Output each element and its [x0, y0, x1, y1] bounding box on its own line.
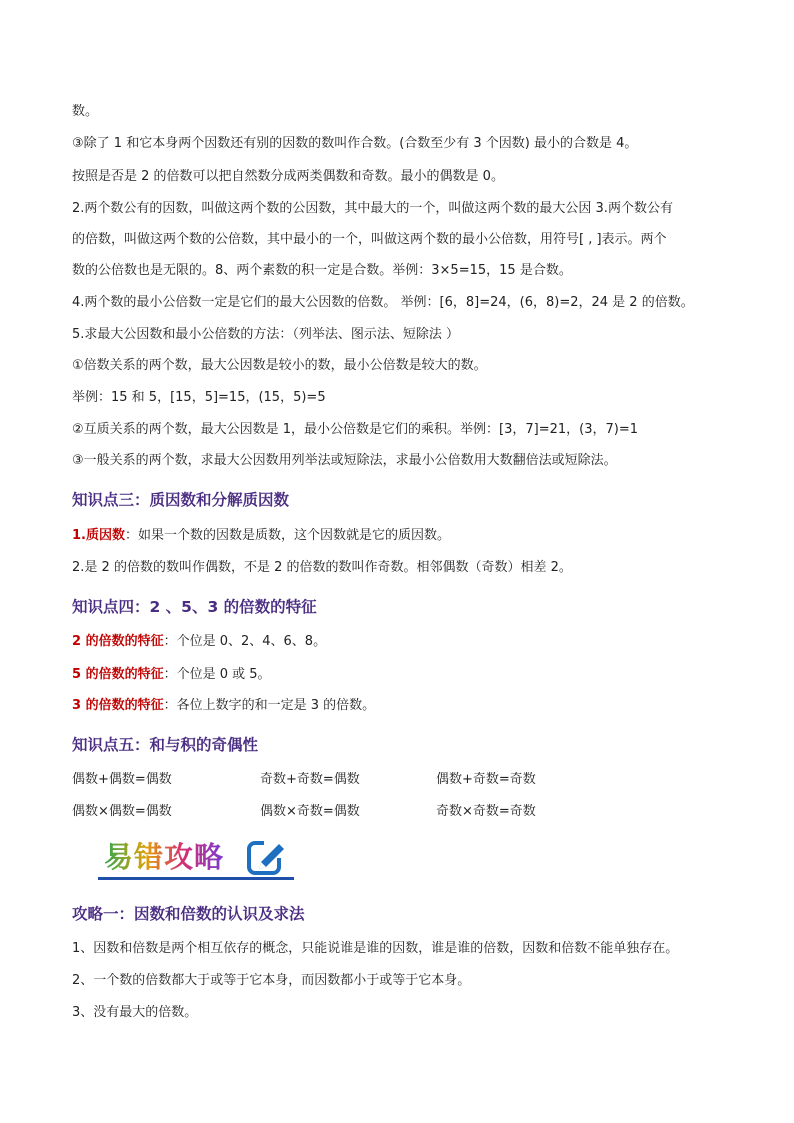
parity-cell: 偶数×奇数=偶数 [260, 804, 360, 819]
text-line: 数。 [72, 104, 99, 119]
keyword: 1.质因数 [72, 528, 125, 543]
text-line: 举例：15 和 5，[15，5]=15，(15，5)=5 [72, 390, 326, 405]
definition-line [72, 527, 450, 545]
text-line: 4.两个数的最小公倍数一定是它们的最大公因数的倍数。 举例：[6，8]=24，(6，8)=2，24 是 2 的倍数。 [72, 295, 694, 310]
section-heading-4: 知识点四：2 、5、3 的倍数的特征 [72, 598, 317, 616]
edit-icon [246, 838, 286, 876]
keyword: 5 的倍数的特征 [72, 667, 164, 682]
strategy-item: 2、一个数的倍数都大于或等于它本身，而因数都小于或等于它本身。 [72, 973, 471, 988]
text-line: ②互质关系的两个数，最大公因数是 1，最小公倍数是它们的乘积。举例：[3，7]=21，(3，7)=1 [72, 422, 639, 437]
strategy-heading: 攻略一：因数和倍数的认识及求法 [72, 905, 305, 923]
rule-line [72, 697, 375, 715]
error-tips-banner [98, 836, 294, 882]
text-line: 2.两个数公有的因数，叫做这两个数的公因数，其中最大的一个，叫做这两个数的最大公因 3.两个数公有 [72, 201, 673, 216]
text-line: ①倍数关系的两个数，最大公因数是较小的数，最小公倍数是较大的数。 [72, 358, 487, 373]
keyword: 2 的倍数的特征 [72, 634, 164, 649]
text-line: 的倍数，叫做这两个数的公倍数，其中最小的一个，叫做这两个数的最小公倍数，用符号[ , ]表示。两个 [72, 232, 667, 247]
text-line: 2.是 2 的倍数的数叫作偶数，不是 2 的倍数的数叫作奇数。相邻偶数（奇数）相差 2。 [72, 560, 572, 575]
text-line: 5.求最大公因数和最小公倍数的方法：（列举法、图示法、短除法 ） [72, 327, 460, 342]
section-heading-5: 知识点五：和与积的奇偶性 [72, 736, 259, 754]
parity-cell: 偶数×偶数=偶数 [72, 804, 172, 819]
text-line: ③除了 1 和它本身两个因数还有别的因数的数叫作合数。(合数至少有 3 个因数) 最小的合数是 4。 [72, 136, 638, 151]
parity-cell: 奇数×奇数=奇数 [436, 804, 536, 819]
parity-cell: 偶数+偶数=偶数 [72, 772, 172, 787]
keyword: 3 的倍数的特征 [72, 698, 164, 713]
text-line: 数的公倍数也是无限的。8、两个素数的积一定是合数。举例：3×5=15，15 是合数。 [72, 263, 572, 278]
rule-line [72, 666, 271, 684]
definition-text: ：如果一个数的因数是质数，这个因数就是它的质因数。 [124, 528, 450, 543]
rule-text: ：个位是 0 或 5。 [163, 667, 271, 682]
rule-text: ：各位上数字的和一定是 3 的倍数。 [163, 698, 376, 713]
text-line: ③一般关系的两个数，求最大公因数用列举法或短除法，求最小公倍数用大数翻倍法或短除法。 [72, 453, 617, 468]
strategy-item: 3、没有最大的倍数。 [72, 1005, 198, 1020]
banner-underline [98, 877, 294, 880]
parity-cell: 偶数+奇数=奇数 [436, 772, 536, 787]
parity-cell: 奇数+奇数=偶数 [260, 772, 360, 787]
banner-title: 易错攻略 [104, 840, 225, 874]
rule-text: ：个位是 0、2、4、6、8。 [163, 634, 327, 649]
text-line: 按照是否是 2 的倍数可以把自然数分成两类偶数和奇数。最小的偶数是 0。 [72, 169, 504, 184]
rule-line [72, 633, 326, 651]
strategy-item: 1、因数和倍数是两个相互依存的概念，只能说谁是谁的因数，谁是谁的倍数，因数和倍数不能单独存在。 [72, 941, 679, 956]
section-heading-3: 知识点三：质因数和分解质因数 [72, 491, 290, 509]
